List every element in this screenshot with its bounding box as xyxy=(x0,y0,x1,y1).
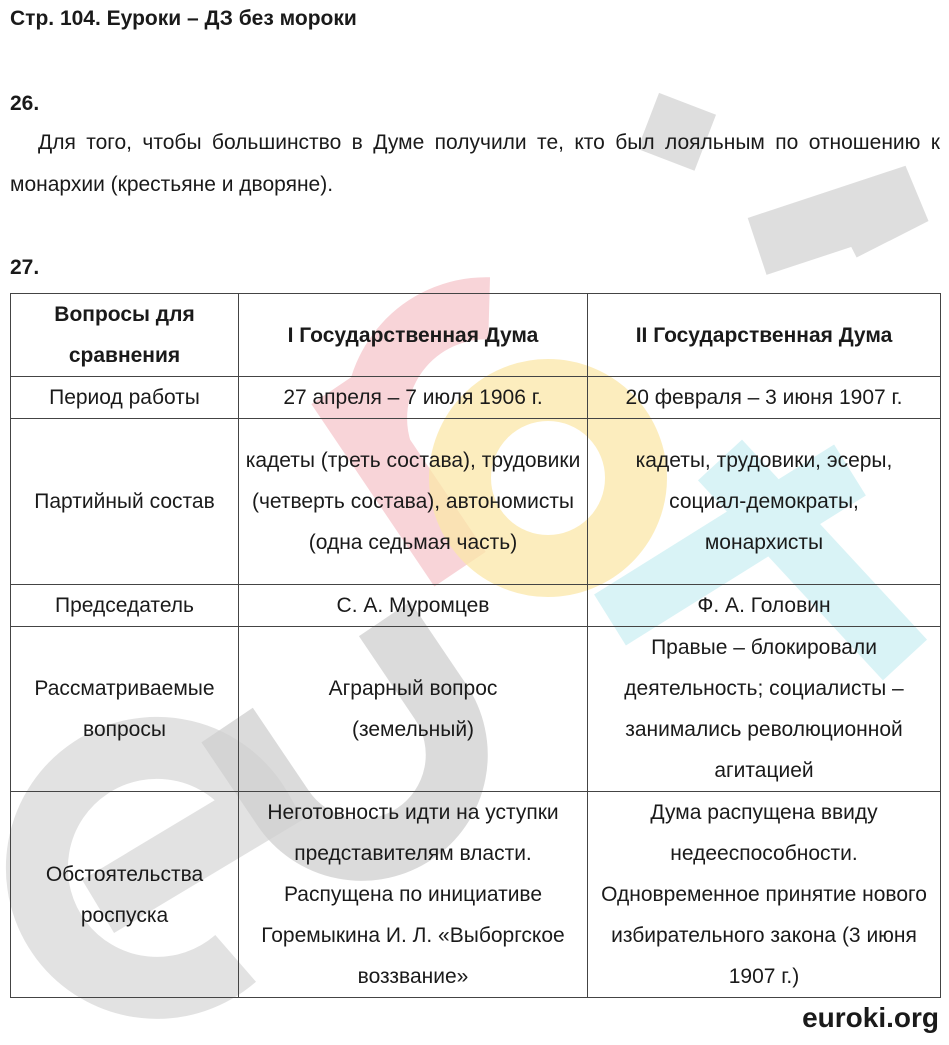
table-cell: Рассматриваемые вопросы xyxy=(11,627,239,792)
table-cell: Ф. А. Головин xyxy=(588,585,941,627)
table-cell: 27 апреля – 7 июля 1906 г. xyxy=(239,377,588,419)
table-header-cell: I Государственная Дума xyxy=(239,294,588,377)
table-cell: 20 февраля – 3 июня 1907 г. xyxy=(588,377,941,419)
table-cell: Председатель xyxy=(11,585,239,627)
table-row xyxy=(11,419,941,585)
site-footer: euroki.org xyxy=(802,1002,939,1033)
table-cell: С. А. Муромцев xyxy=(239,585,588,627)
table-cell: Неготовность идти на уступки представителям власти. Распущена по инициативе Горемыкина И. Л. «Выборгское воззвание» xyxy=(239,792,588,998)
comparison-table xyxy=(10,293,941,998)
table-cell: кадеты, трудовики, эсеры, социал-демократы, монархисты xyxy=(588,419,941,585)
table-row xyxy=(11,377,941,419)
question-26-answer: Для того, чтобы большинство в Думе получили те, кто был лояльным по отношению к монархии (крестьяне и дворяне). xyxy=(10,131,940,196)
table-header-cell: II Государственная Дума xyxy=(588,294,941,377)
table-cell: Обстоятельства роспуска xyxy=(11,792,239,998)
table-cell: Период работы xyxy=(11,377,239,419)
table-header-row xyxy=(11,294,941,377)
table-cell: Правые – блокировали деятельность; социалисты – занимались революционной агитацией xyxy=(588,627,941,792)
page-header: Стр. 104. Еуроки – ДЗ без мороки xyxy=(10,7,357,30)
table-cell: Дума распущена ввиду недееспособности. Одновременное принятие нового избирательного закона (3 июня 1907 г.) xyxy=(588,792,941,998)
table-header-cell: Вопросы для сравнения xyxy=(11,294,239,377)
table-row xyxy=(11,627,941,792)
question-26-number: 26. xyxy=(10,92,40,115)
table-row xyxy=(11,792,941,998)
question-27-number: 27. xyxy=(10,256,40,279)
table-cell: кадеты (треть состава), трудовики (четверть состава), автономисты (одна седьмая часть) xyxy=(239,419,588,585)
table-cell: Партийный состав xyxy=(11,419,239,585)
table-cell: Аграрный вопрос (земельный) xyxy=(239,627,588,792)
table-row xyxy=(11,585,941,627)
